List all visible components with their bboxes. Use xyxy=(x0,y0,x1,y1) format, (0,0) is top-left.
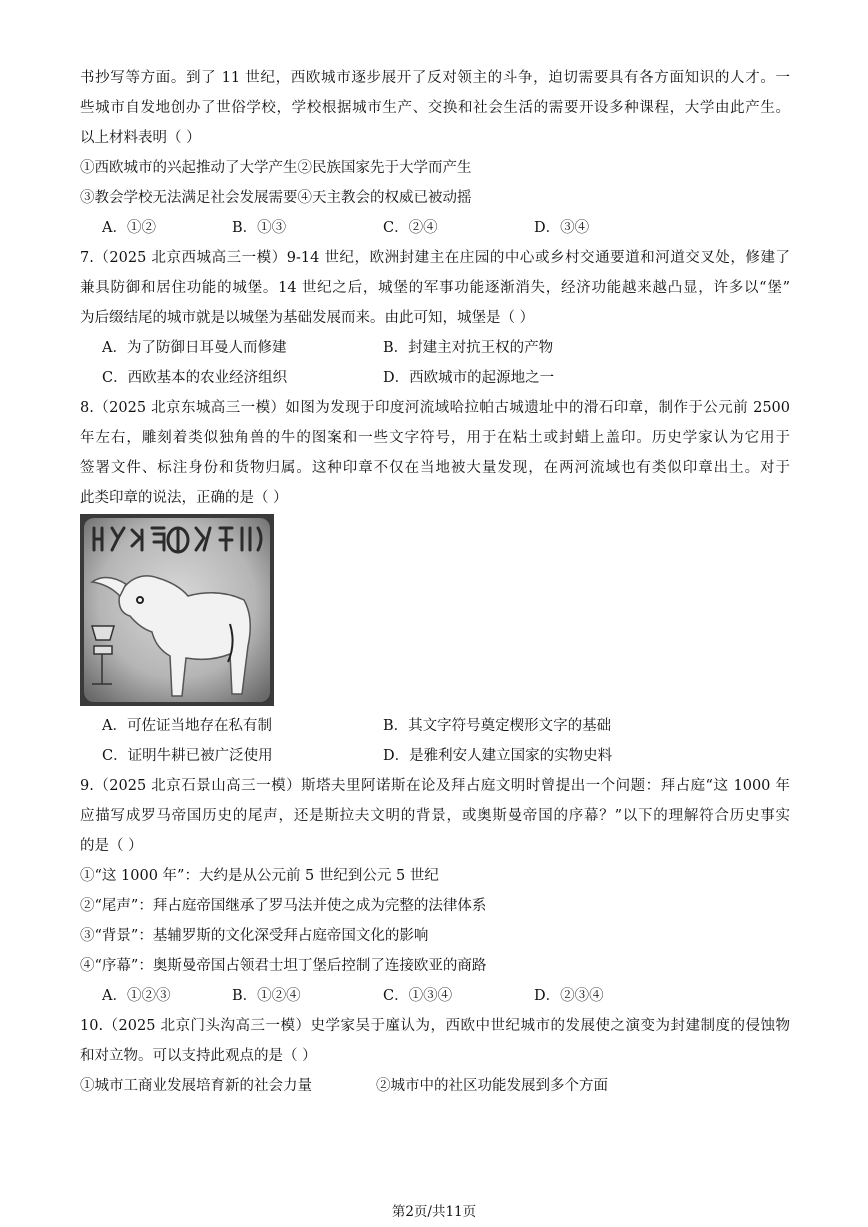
q10-line-1: 10.（2025 北京门头沟高三一模）史学家吴于廑认为，西欧中世纪城市的发展使之演变为封建制度的侵蚀物 xyxy=(80,1018,790,1034)
q9-option-b: B．①②④ xyxy=(232,988,301,1004)
q8-option-d: D．是雅利安人建立国家的实物史料 xyxy=(383,748,613,764)
q8-line-1: 8.（2025 北京东城高三一模）如图为发现于印度河流域哈拉帕古城遗址中的滑石印章，制作于公元前 2500 xyxy=(80,400,790,416)
q8-line-4: 此类印章的说法，正确的是（ ） xyxy=(80,490,288,506)
q7-line-1: 7.（2025 北京西城高三一模）9-14 世纪，欧洲封建主在庄园的中心或乡村交通要道和河道交叉处，修建了 xyxy=(80,250,790,266)
q9-statement-1: ①“这 1000 年”：大约是从公元前 5 世纪到公元 5 世纪 xyxy=(80,868,439,884)
q10-statement-1: ①城市工商业发展培育新的社会力量 xyxy=(80,1078,312,1094)
q9-statement-3: ③“背景”：基辅罗斯的文化深受拜占庭帝国文化的影响 xyxy=(80,928,429,944)
seal-illustration xyxy=(80,514,274,706)
q6-statement-1-2: ①西欧城市的兴起推动了大学产生②民族国家先于大学而产生 xyxy=(80,160,472,176)
q9-line-2: 应描写成罗马帝国历史的尾声，还是斯拉夫文明的背景，或奥斯曼帝国的序幕？”以下的理解符合历史事实 xyxy=(80,808,790,824)
q8-line-3: 签署文件、标注身份和货物归属。这种印章不仅在当地被大量发现，在两河流域也有类似印章出土。对于 xyxy=(80,460,790,476)
q9-line-3: 的是（ ） xyxy=(80,838,143,854)
q10-statement-2: ②城市中的社区功能发展到多个方面 xyxy=(376,1078,608,1094)
q7-option-a: A．为了防御日耳曼人而修建 xyxy=(102,340,287,356)
q7-option-d: D．西欧城市的起源地之一 xyxy=(383,370,555,386)
q6-option-b: B．①③ xyxy=(232,220,287,236)
q10-line-2: 和对立物。可以支持此观点的是（ ） xyxy=(80,1048,317,1064)
q9-option-a: A．①②③ xyxy=(102,988,171,1004)
q6-option-c: C．②④ xyxy=(383,220,438,236)
q7-line-2: 兼具防御和居住功能的城堡。14 世纪之后，城堡的军事功能逐渐消失，经济功能越来越凸显，许多以“堡” xyxy=(80,280,790,296)
q7-line-3: 为后缀结尾的城市就是以城堡为基础发展而来。由此可知，城堡是（ ） xyxy=(80,310,535,326)
intro-line-3: 以上材料表明（ ） xyxy=(80,130,201,146)
intro-line-1: 书抄写等方面。到了 11 世纪，西欧城市逐步展开了反对领主的斗争，迫切需要具有各方面知识的人才。一 xyxy=(80,70,790,86)
q9-statement-2: ②“尾声”：拜占庭帝国继承了罗马法并使之成为完整的法律体系 xyxy=(80,898,487,914)
q9-line-1: 9.（2025 北京石景山高三一模）斯塔夫里阿诺斯在论及拜占庭文明时曾提出一个问题：拜占庭“这 1000 年 xyxy=(80,778,790,794)
q8-line-2: 年左右，雕刻着类似独角兽的牛的图案和一些文字符号，用于在粘土或封蜡上盖印。历史学家认为它用于 xyxy=(80,430,790,446)
q7-option-b: B．封建主对抗王权的产物 xyxy=(383,340,554,356)
harappan-seal-image xyxy=(80,514,274,706)
q9-option-c: C．①③④ xyxy=(383,988,453,1004)
q9-option-d: D．②③④ xyxy=(534,988,604,1004)
q8-option-b: B．其文字符号奠定楔形文字的基础 xyxy=(383,718,612,734)
q6-option-a: A．①② xyxy=(102,220,156,236)
q7-option-c: C．西欧基本的农业经济组织 xyxy=(102,370,288,386)
q9-statement-4: ④“序幕”：奥斯曼帝国占领君士坦丁堡后控制了连接欧亚的商路 xyxy=(80,958,487,974)
q8-option-a: A．可佐证当地存在私有制 xyxy=(102,718,272,734)
intro-line-2: 些城市自发地创办了世俗学校，学校根据城市生产、交换和社会生活的需要开设多种课程，大学由此产生。 xyxy=(80,100,790,116)
q6-option-d: D．③④ xyxy=(534,220,590,236)
q6-statement-3-4: ③教会学校无法满足社会发展需要④天主教会的权威已被动摇 xyxy=(80,190,472,206)
q8-option-c: C．证明牛耕已被广泛使用 xyxy=(102,748,273,764)
page-number-footer: 第2页/共11页 xyxy=(391,1204,477,1220)
